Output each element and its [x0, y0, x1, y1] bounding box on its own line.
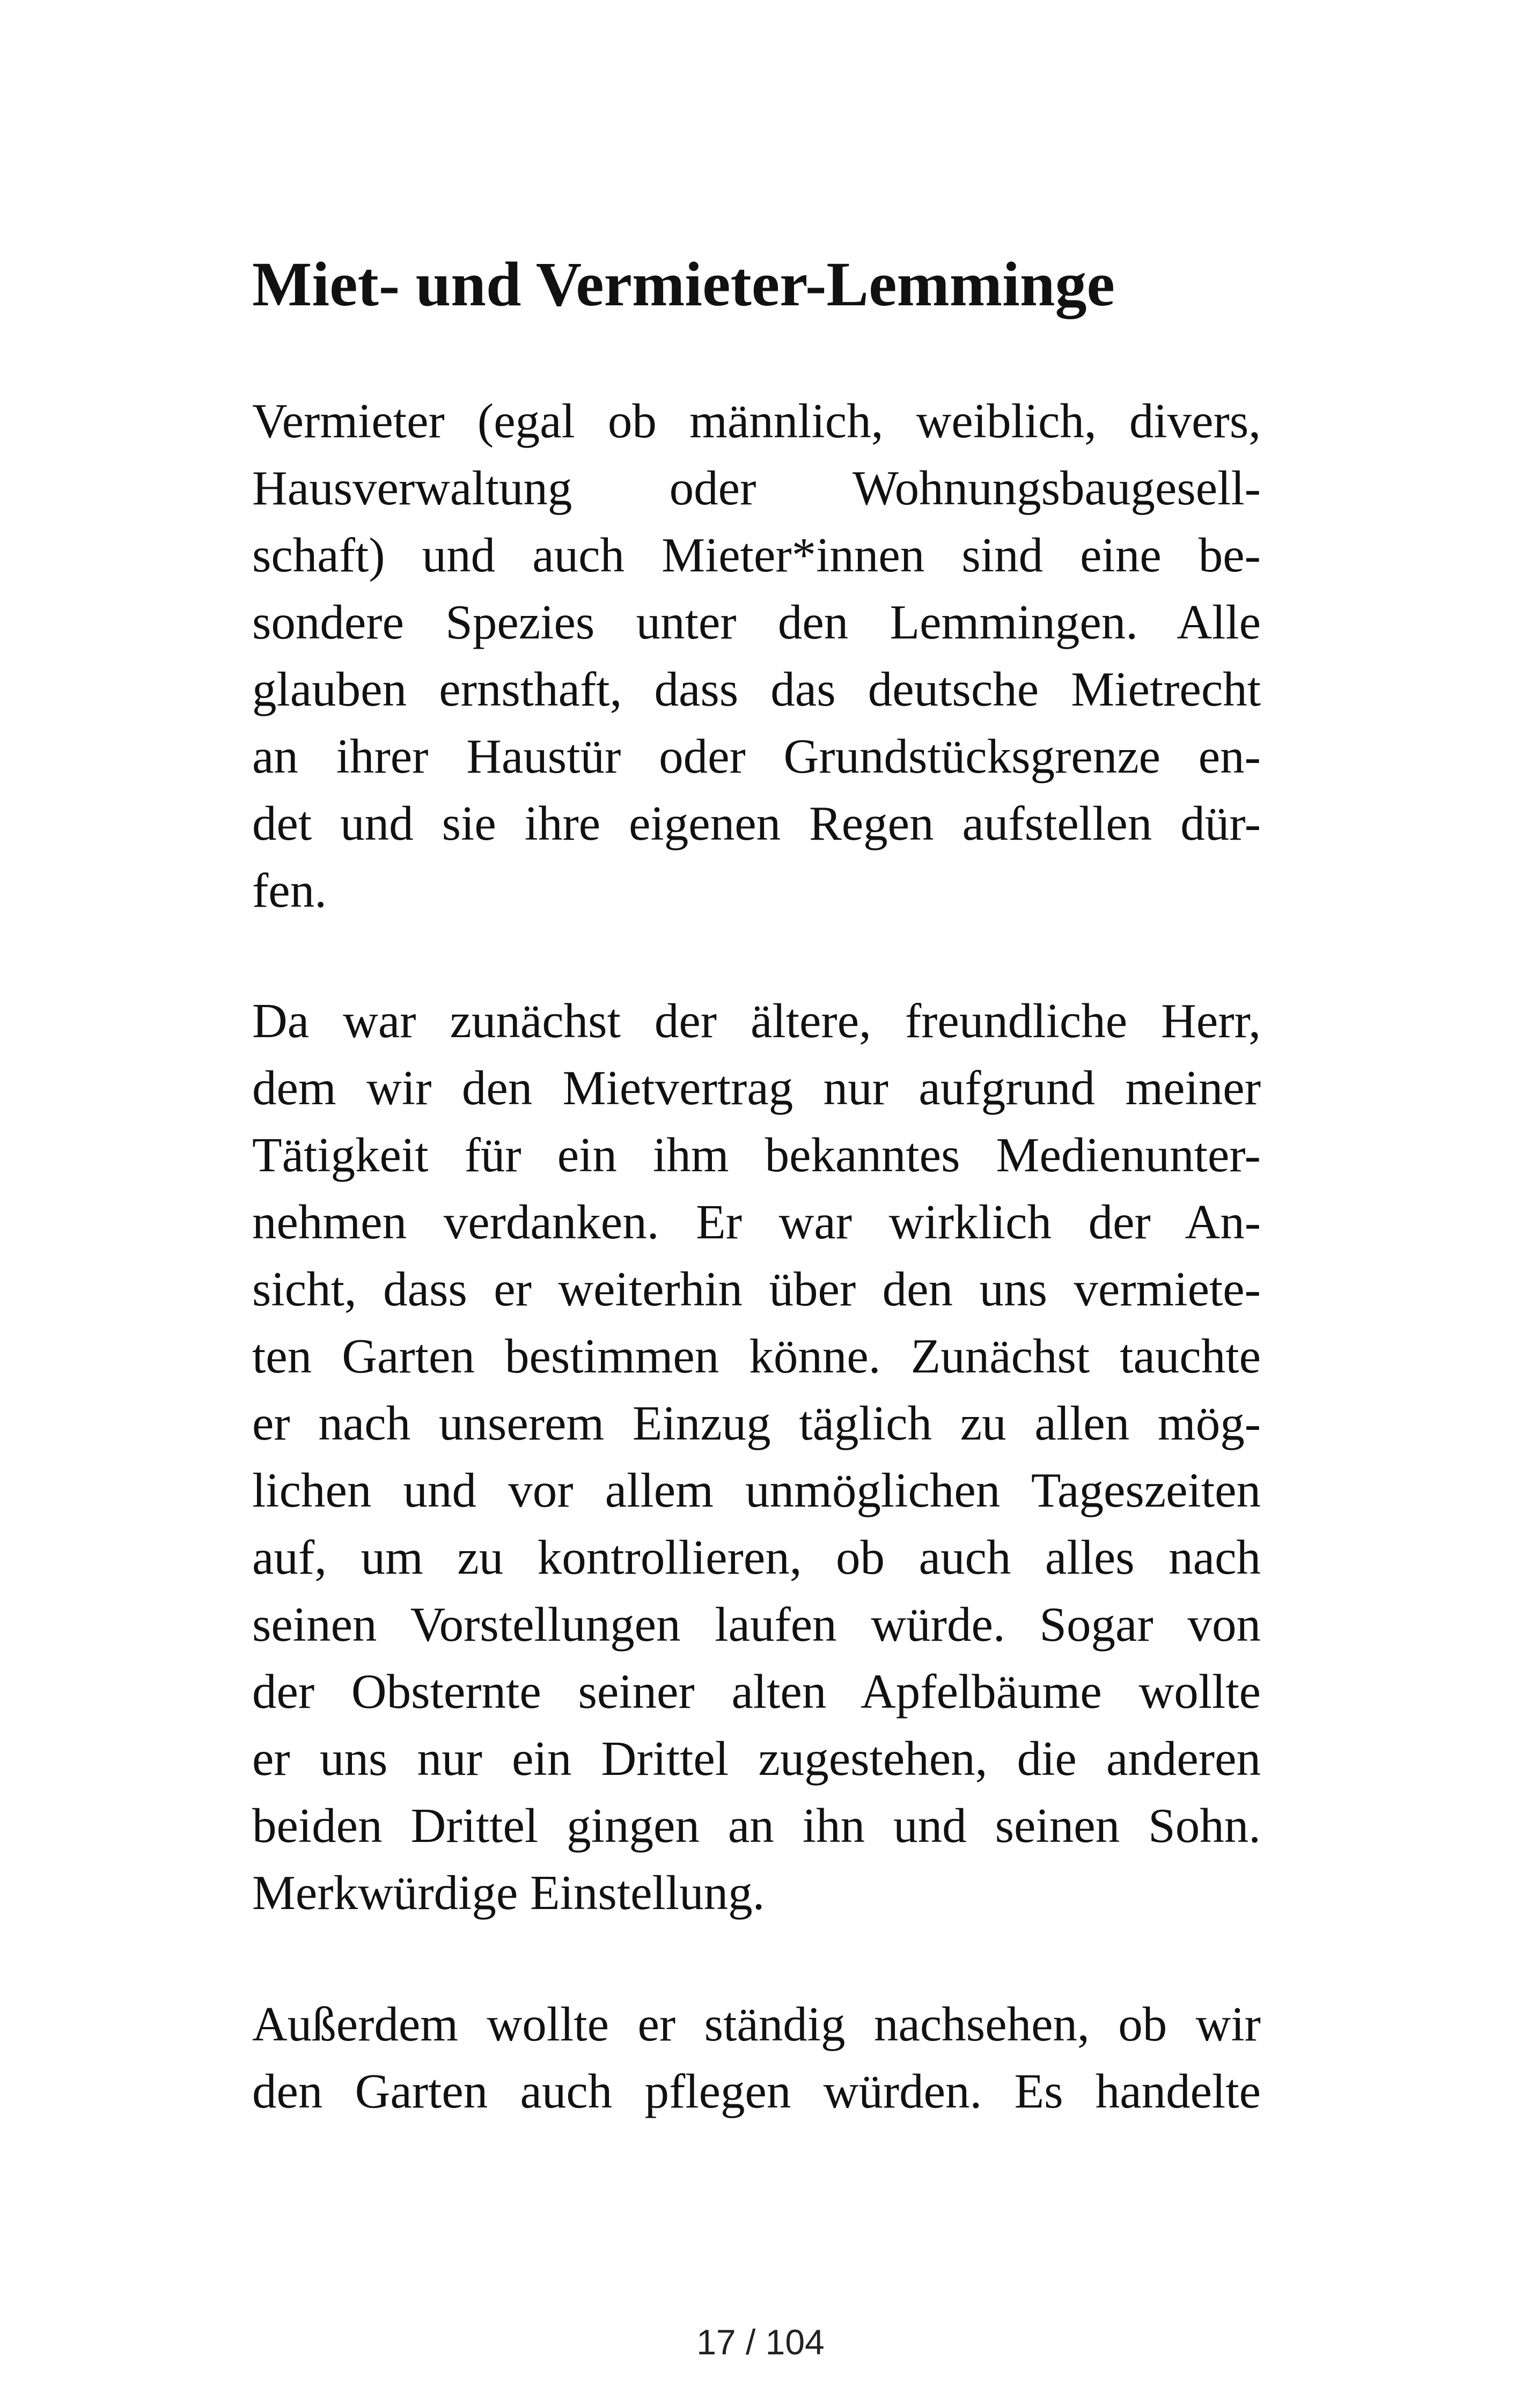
text-line: der Obsternte seiner alten Apfelbäume wollte [252, 1664, 1261, 1719]
text-line: an ihrer Haustür oder Grundstücksgrenze en- [252, 729, 1261, 783]
text-line: Außerdem wollte er ständig nachsehen, ob wir [252, 1997, 1261, 2051]
chapter-title: Miet- und Vermieter-Lemminge [252, 249, 1115, 319]
text-line: nehmen verdanken. Er war wirklich der An- [252, 1195, 1261, 1249]
text-line: seinen Vorstellungen laufen würde. Sogar von [252, 1597, 1261, 1651]
paragraph-3 [252, 1991, 1261, 2125]
text-line: det und sie ihre eigenen Regen aufstellen dür- [252, 796, 1261, 850]
text-line: Hausverwaltung oder Wohnungsbaugesell- [252, 461, 1261, 515]
text-line: Vermieter (egal ob männlich, weiblich, divers, [252, 394, 1261, 448]
paragraph-2 [252, 987, 1261, 1926]
text-line: lichen und vor allem unmöglichen Tageszeiten [252, 1463, 1261, 1517]
text-line: auf, um zu kontrollieren, ob auch alles nach [252, 1530, 1261, 1584]
text-line: dem wir den Mietvertrag nur aufgrund meiner [252, 1061, 1261, 1115]
paragraph-1 [252, 387, 1261, 924]
page-number: 17 / 104 [696, 2322, 825, 2362]
text-line: schaft) und auch Mieter*innen sind eine be- [252, 528, 1261, 582]
text-line: sondere Spezies unter den Lemmingen. Alle [252, 595, 1261, 649]
text-line: glauben ernsthaft, dass das deutsche Mietrecht [252, 662, 1261, 716]
text-line: beiden Drittel gingen an ihn und seinen Sohn. [252, 1798, 1261, 1853]
text-line: er uns nur ein Drittel zugestehen, die anderen [252, 1731, 1261, 1786]
text-line: er nach unserem Einzug täglich zu allen mög- [252, 1396, 1261, 1450]
text-line: sicht, dass er weiterhin über den uns vermiete- [252, 1262, 1261, 1316]
text-line: den Garten auch pflegen würden. Es handelte [252, 2064, 1261, 2118]
text-line: Merkwürdige Einstellung. [252, 1866, 765, 1920]
text-line: ten Garten bestimmen könne. Zunächst tauchte [252, 1329, 1261, 1383]
text-line: Da war zunächst der ältere, freundliche Herr, [252, 994, 1261, 1048]
text-line: fen. [252, 863, 327, 917]
text-line: Tätigkeit für ein ihm bekanntes Medienunter- [252, 1128, 1261, 1182]
